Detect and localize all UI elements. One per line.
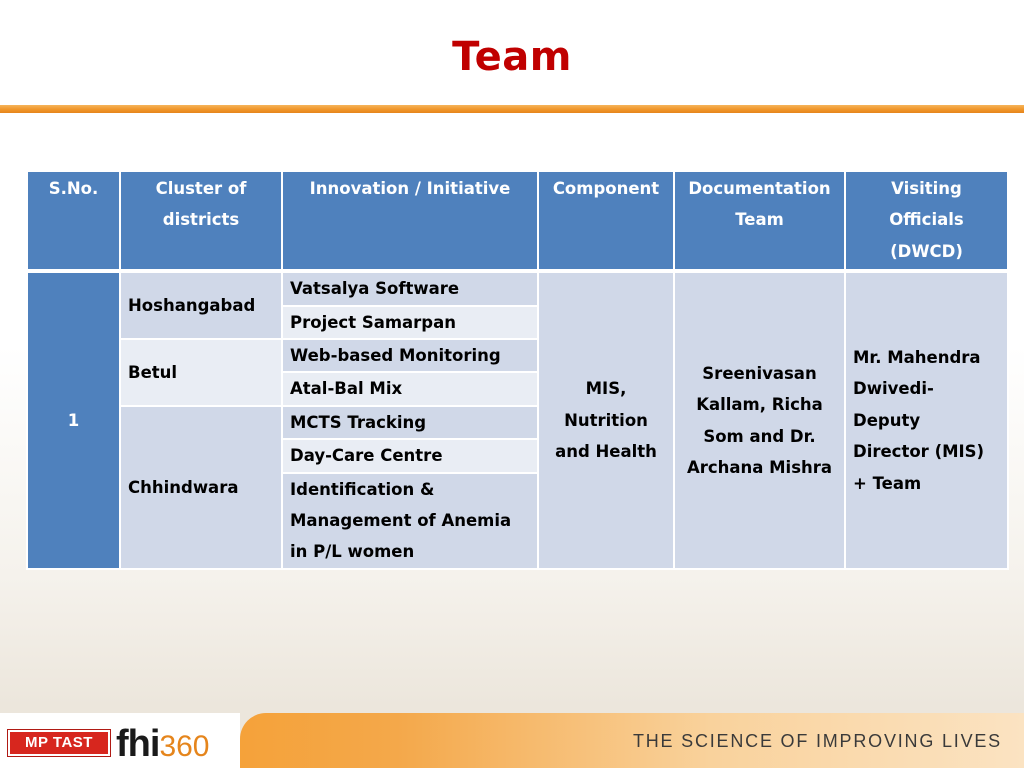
district-hoshangabad: Hoshangabad <box>120 271 282 339</box>
header-cluster: Cluster of districts <box>120 171 282 271</box>
table-header-row <box>27 171 1008 271</box>
slide-title: Team <box>452 34 572 80</box>
header-sno: S.No. <box>27 171 120 271</box>
fhi-logo-text: fhi <box>116 723 160 765</box>
footer-tagline: THE SCIENCE OF IMPROVING LIVES <box>632 731 1002 751</box>
header-innovation: Innovation / Initiative <box>282 171 538 271</box>
footer-banner <box>240 713 1024 768</box>
fhi-logo-number: 360 <box>159 730 210 763</box>
team-table <box>26 170 1009 570</box>
innovation-cell: Day-Care Centre <box>282 439 538 472</box>
header-component: Component <box>538 171 674 271</box>
footer-logo-area <box>0 713 240 768</box>
district-betul: Betul <box>120 339 282 406</box>
documentation-team-cell: Sreenivasan Kallam, Richa Som and Dr. Archana Mishra <box>674 271 845 569</box>
mp-tast-logo: MP TAST <box>8 730 110 756</box>
innovation-cell: Vatsalya Software <box>282 271 538 305</box>
title-divider <box>0 105 1024 113</box>
slide-footer <box>0 713 1024 768</box>
header-visiting: Visiting Officials (DWCD) <box>845 171 1008 271</box>
innovation-cell: Identification & Management of Anemia in P/L women <box>282 473 538 569</box>
component-cell: MIS, Nutrition and Health <box>538 271 674 569</box>
innovation-cell: Web-based Monitoring <box>282 339 538 372</box>
innovation-cell: Atal-Bal Mix <box>282 372 538 405</box>
table-row <box>27 271 1008 305</box>
fhi360-logo <box>116 723 210 766</box>
innovation-cell: MCTS Tracking <box>282 406 538 439</box>
header-documentation: Documentation Team <box>674 171 845 271</box>
visiting-officials-cell: Mr. Mahendra Dwivedi- Deputy Director (MIS) + Team <box>845 271 1008 569</box>
innovation-cell: Project Samarpan <box>282 306 538 339</box>
district-chhindwara: Chhindwara <box>120 406 282 569</box>
sno-cell: 1 <box>27 271 120 569</box>
